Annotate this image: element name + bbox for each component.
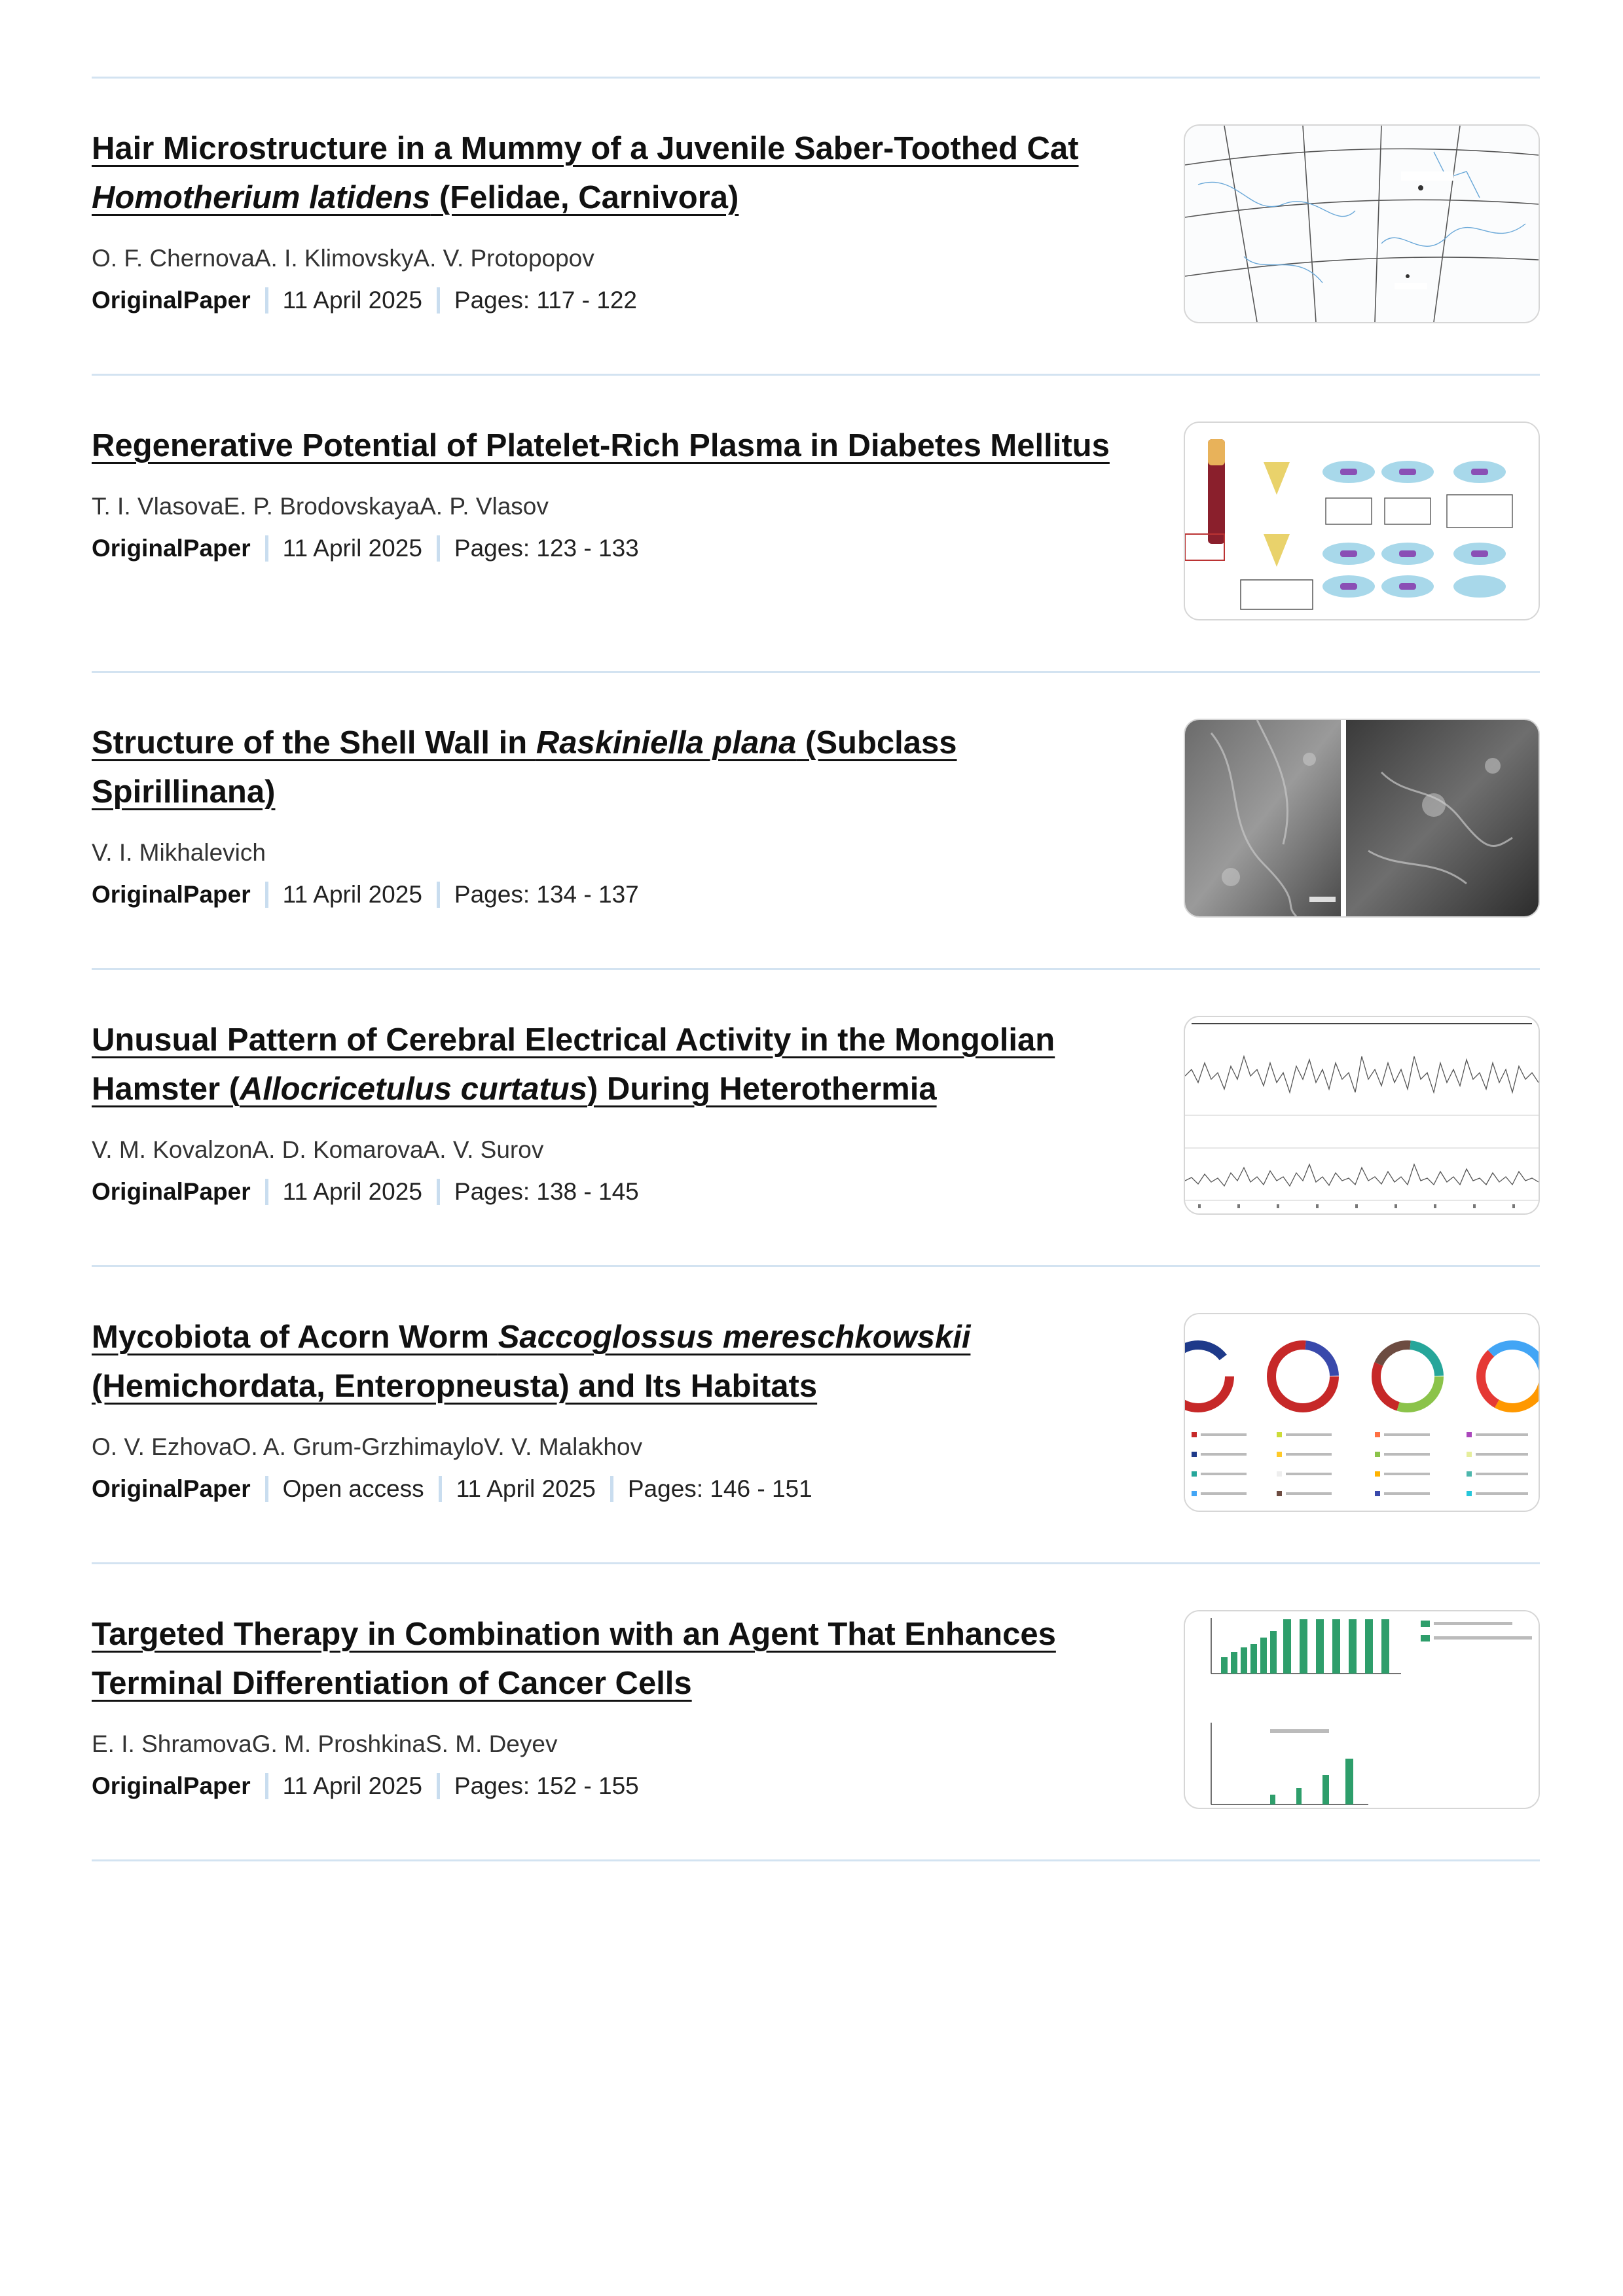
published-date: 11 April 2025 [282,287,422,314]
article-content [92,1313,1139,1505]
title-text: (Subclass Spirillinana) [92,725,957,810]
article-item [92,673,1540,968]
article-title [92,1610,1139,1708]
content-type: OriginalPaper [92,1475,251,1502]
article-title [92,124,1139,223]
article-authors: O. F. ChernovaA. I. KlimovskyA. V. Protopopov [92,245,594,272]
article-authors: V. M. KovalzonA. D. KomarovaA. V. Surov [92,1136,544,1163]
meta-divider [439,1476,442,1502]
article-meta [92,878,1139,911]
article-title [92,1313,1113,1411]
article-title-link[interactable] [92,725,957,810]
eeg-figure [1185,1017,1539,1213]
title-text: Regenerative Potential of Platelet-Rich Plasma in Diabetes Mellitus [92,428,1110,463]
content-type: OriginalPaper [92,1178,251,1205]
article-item [92,376,1540,671]
meta-divider [437,1179,440,1205]
published-date: 11 April 2025 [282,1178,422,1205]
article-title-link[interactable] [92,1022,1055,1107]
article-thumbnail[interactable] [1184,1313,1540,1512]
article-authors: E. I. ShramovaG. M. ProshkinaS. M. Deyev [92,1731,558,1757]
published-date: 11 April 2025 [282,1772,422,1799]
map-figure [1185,126,1539,322]
title-text: Mycobiota of Acorn Worm [92,1319,498,1355]
meta-divider [437,535,440,562]
article-meta [92,284,1139,317]
article-item [92,970,1540,1265]
meta-divider [265,1179,268,1205]
page-range: Pages: 123 - 133 [454,535,639,562]
meta-divider [265,1773,268,1799]
article-authors: O. V. EzhovaO. A. Grum-GrzhimayloV. V. Malakhov [92,1433,643,1460]
title-text: ) During Heterothermia [587,1071,937,1107]
article-title-link[interactable] [92,1319,970,1404]
meta-divider [437,882,440,908]
donut-figure [1185,1314,1539,1511]
title-text: (Felidae, Carnivora) [430,180,739,215]
meta-divider [437,287,440,314]
article-title [92,1016,1139,1114]
title-italic: Raskiniella plana [536,725,797,761]
article-title [92,422,1139,471]
content-type: OriginalPaper [92,535,251,562]
meta-divider [437,1773,440,1799]
page-range: Pages: 138 - 145 [454,1178,639,1205]
article-content [92,719,1139,911]
access-badge: Open access [282,1475,424,1502]
article-title-link[interactable] [92,1617,1056,1701]
bar-figure [1185,1611,1539,1808]
flowchart-figure [1185,423,1539,619]
page-range: Pages: 117 - 122 [454,287,637,314]
title-text: Targeted Therapy in Combination with an Agent That Enhances Terminal Differentiation of Cancer Cells [92,1617,1056,1701]
article-title-link[interactable] [92,428,1110,463]
article-meta [92,532,1139,565]
published-date: 11 April 2025 [282,535,422,562]
separator [92,1859,1540,1861]
page-range: Pages: 152 - 155 [454,1772,639,1799]
article-authors: V. I. Mikhalevich [92,839,266,866]
title-italic: Allocricetulus curtatus [240,1071,587,1107]
article-content [92,1610,1139,1803]
published-date: 11 April 2025 [456,1475,596,1502]
article-thumbnail[interactable] [1184,124,1540,323]
meta-divider [265,882,268,908]
article-authors: T. I. VlasovaE. P. BrodovskayaA. P. Vlasov [92,493,549,520]
content-type: OriginalPaper [92,287,251,314]
article-title-link[interactable] [92,131,1079,215]
title-text: Structure of the Shell Wall in [92,725,536,761]
article-item [92,1267,1540,1562]
page-range: Pages: 146 - 151 [627,1475,812,1502]
article-content [92,422,1139,565]
article-thumbnail[interactable] [1184,1610,1540,1809]
title-text: Unusual Pattern of Cerebral Electrical Activity in the Mongolian Hamster ( [92,1022,1055,1107]
title-text: (Hemichordata, Enteropneusta) and Its Habitats [92,1369,818,1404]
article-thumbnail[interactable] [1184,1016,1540,1215]
article-thumbnail[interactable] [1184,719,1540,918]
article-title [92,719,1139,817]
article-item [92,79,1540,374]
micrograph-figure [1185,720,1539,916]
content-type: OriginalPaper [92,881,251,908]
title-text: Hair Microstructure in a Mummy of a Juvenile Saber-Toothed Cat [92,131,1079,166]
meta-divider [265,1476,268,1502]
meta-divider [610,1476,613,1502]
article-meta [92,1770,1139,1803]
article-thumbnail[interactable] [1184,422,1540,620]
article-content [92,124,1139,317]
article-meta [92,1175,1139,1208]
meta-divider [265,535,268,562]
meta-divider [265,287,268,314]
title-italic: Saccoglossus mereschkowskii [498,1319,971,1355]
page-range: Pages: 134 - 137 [454,881,639,908]
article-list [92,77,1540,1861]
content-type: OriginalPaper [92,1772,251,1799]
article-content [92,1016,1139,1208]
article-meta [92,1473,1139,1505]
title-italic: Homotherium latidens [92,180,431,215]
article-item [92,1564,1540,1859]
published-date: 11 April 2025 [282,881,422,908]
